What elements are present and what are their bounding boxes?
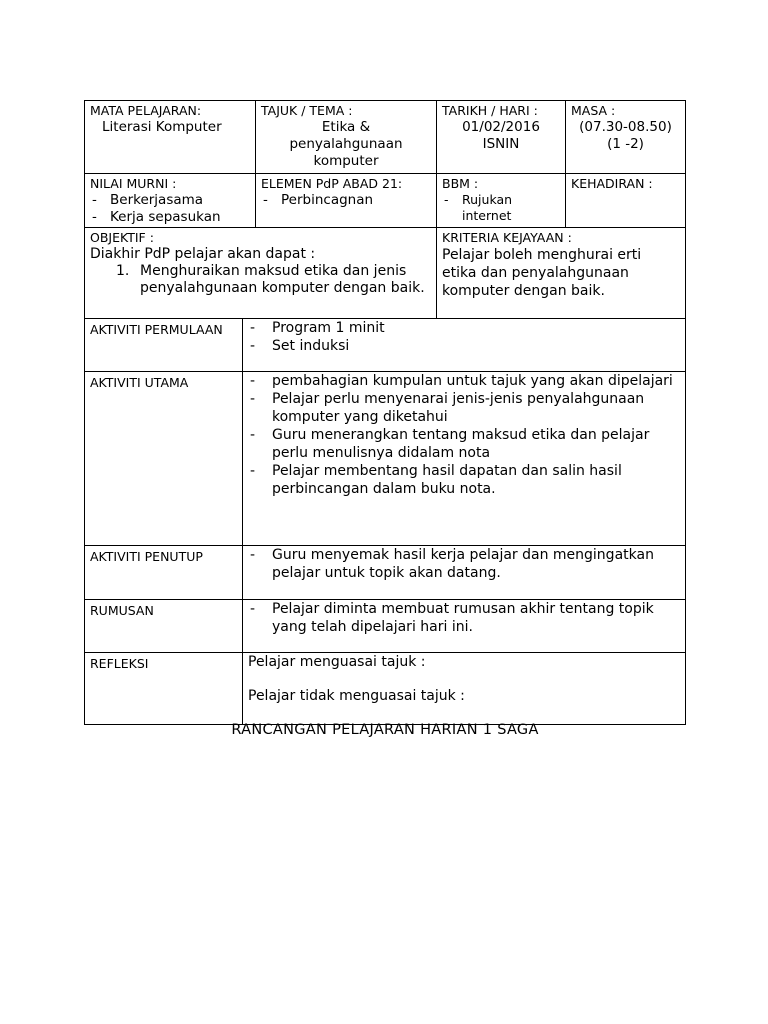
objektif-item-number: 1. bbox=[116, 263, 130, 279]
objektif-label: OBJEKTIF : bbox=[90, 230, 154, 245]
objektif-intro: Diakhir PdP pelajar akan dapat : bbox=[90, 246, 316, 262]
nilai-murni-item: - Kerja sepasukan bbox=[90, 209, 250, 226]
nilai-murni-label: NILAI MURNI : bbox=[90, 176, 177, 191]
nilai-murni-item: - Berkerjasama bbox=[90, 192, 250, 209]
tajuk-label: TAJUK / TEMA : bbox=[261, 103, 353, 118]
activity-label: AKTIVITI UTAMA bbox=[85, 372, 243, 545]
mata-pelajaran-value: Literasi Komputer bbox=[102, 119, 222, 135]
tarikh-day: ISNIN bbox=[482, 136, 520, 152]
mata-pelajaran-label: MATA PELAJARAN: bbox=[90, 103, 202, 118]
refleksi-line-2: Pelajar tidak menguasai tajuk : bbox=[248, 688, 465, 704]
refleksi-content bbox=[243, 653, 685, 724]
activity-row-rumusan bbox=[84, 600, 686, 653]
nilai-murni-cell bbox=[85, 174, 256, 227]
kehadiran-cell bbox=[566, 174, 685, 227]
masa-cell bbox=[566, 101, 685, 173]
activity-content bbox=[243, 546, 685, 599]
elemen-cell bbox=[256, 174, 437, 227]
nilai-row bbox=[84, 174, 686, 228]
tarikh-date: 01/02/2016 bbox=[462, 119, 540, 135]
activity-item: - Set induksi bbox=[248, 337, 680, 355]
activity-row-penutup bbox=[84, 546, 686, 600]
kriteria-text: Pelajar boleh menghurai erti etika dan penyalahgunaan komputer dengan baik. bbox=[442, 247, 642, 299]
refleksi-label: REFLEKSI bbox=[85, 653, 243, 724]
tajuk-cell bbox=[256, 101, 437, 173]
activity-label: RUMUSAN bbox=[85, 600, 243, 652]
activity-label: AKTIVITI PERMULAAN bbox=[85, 319, 243, 371]
header-row bbox=[84, 100, 686, 174]
tajuk-value-1: Etika & bbox=[321, 119, 371, 135]
bbm-label: BBM : bbox=[442, 176, 479, 191]
refleksi-row bbox=[84, 653, 686, 725]
tarikh-label: TARIKH / HARI : bbox=[442, 103, 538, 118]
lesson-plan-table bbox=[84, 100, 686, 725]
tajuk-value-2: penyalahgunaan bbox=[289, 136, 403, 152]
elemen-item: - Perbincagnan bbox=[261, 192, 431, 209]
bbm-cell bbox=[437, 174, 566, 227]
masa-period: (1 -2) bbox=[607, 136, 644, 152]
document-title: RANCANGAN PELAJARAN HARIAN 1 SAGA bbox=[231, 722, 539, 738]
mata-pelajaran-cell bbox=[85, 101, 256, 173]
activity-item: - Program 1 minit bbox=[248, 319, 680, 337]
objektif-item-text: Menghuraikan maksud etika dan jenis penyalahgunaan komputer dengan baik. bbox=[140, 263, 425, 296]
activity-item: - Guru menyemak hasil kerja pelajar dan mengingatkan pelajar untuk topik akan datang. bbox=[248, 546, 680, 582]
masa-label: MASA : bbox=[571, 103, 616, 118]
objektif-item bbox=[100, 263, 431, 297]
kriteria-label: KRITERIA KEJAYAAN : bbox=[442, 230, 572, 245]
activity-content bbox=[243, 372, 685, 545]
activity-label: AKTIVITI PENUTUP bbox=[85, 546, 243, 599]
tarikh-cell bbox=[437, 101, 566, 173]
tajuk-value-3: komputer bbox=[313, 153, 379, 169]
activity-item: - Pelajar membentang hasil dapatan dan salin hasil perbincangan dalam buku nota. bbox=[248, 462, 680, 498]
objektif-row bbox=[84, 228, 686, 319]
activity-item: - Pelajar diminta membuat rumusan akhir tentang topik yang telah dipelajari hari ini. bbox=[248, 600, 680, 636]
activity-content bbox=[243, 319, 685, 371]
objektif-cell bbox=[85, 228, 437, 318]
bbm-item: - Rujukan internet bbox=[442, 192, 560, 224]
refleksi-line-1: Pelajar menguasai tajuk : bbox=[248, 654, 426, 670]
activity-item: - Pelajar perlu menyenarai jenis-jenis penyalahgunaan komputer yang diketahui bbox=[248, 390, 680, 426]
activity-row-permulaan bbox=[84, 319, 686, 372]
masa-time: (07.30-08.50) bbox=[579, 119, 672, 135]
kriteria-cell bbox=[437, 228, 685, 318]
kehadiran-label: KEHADIRAN : bbox=[571, 176, 653, 191]
activity-item: - pembahagian kumpulan untuk tajuk yang akan dipelajari bbox=[248, 372, 680, 390]
activity-content bbox=[243, 600, 685, 652]
activity-item: - Guru menerangkan tentang maksud etika dan pelajar perlu menulisnya didalam nota bbox=[248, 426, 680, 462]
elemen-label: ELEMEN PdP ABAD 21: bbox=[261, 176, 403, 191]
activity-row-utama bbox=[84, 372, 686, 546]
